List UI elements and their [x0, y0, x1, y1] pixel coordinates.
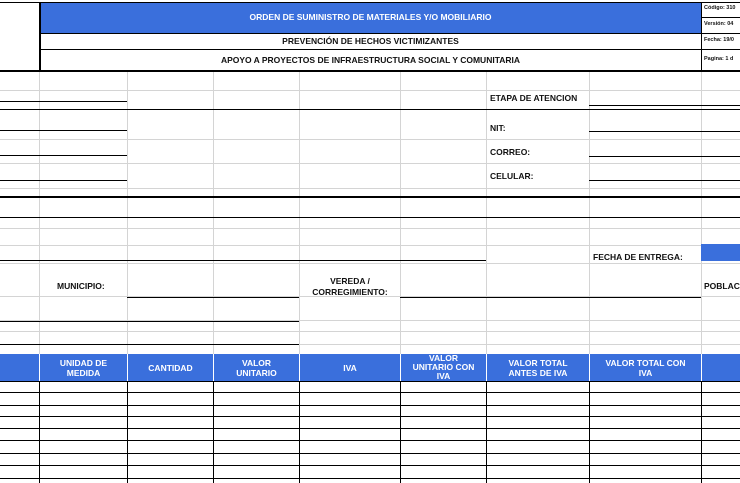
etapa-label: ETAPA DE ATENCION — [490, 93, 578, 103]
col-header-unidad: UNIDAD DE MEDIDA — [59, 358, 108, 378]
table-row[interactable] — [0, 465, 740, 466]
table-row[interactable] — [0, 428, 740, 429]
col-header-valor-unitario: VALOR UNITARIO — [236, 358, 277, 378]
col-header-iva: IVA — [343, 363, 357, 373]
table-row[interactable] — [0, 440, 740, 441]
vereda-label-2: CORREGIMIENTO: — [312, 287, 388, 297]
pagina-text: Pagina: 1 d — [704, 56, 734, 62]
col-header-valor-unitario-iva: VALOR UNITARIO CON IVA — [412, 354, 475, 381]
fecha-text: Fecha: 19/0 — [704, 37, 734, 43]
version-text: Versión: 04 — [704, 21, 734, 27]
codigo-text: Código: 310 — [704, 5, 736, 11]
nit-label: NIT: — [490, 123, 506, 133]
col-header-total-con-iva: VALOR TOTAL CON IVA — [605, 358, 686, 378]
fecha-entrega-field[interactable] — [701, 244, 740, 261]
document-subtitle-1: PREVENCIÓN DE HECHOS VICTIMIZANTES — [282, 36, 459, 46]
municipio-label: MUNICIPIO: — [57, 281, 105, 291]
poblacion-label: POBLAC — [704, 281, 740, 291]
table-row[interactable] — [0, 478, 740, 479]
table-row[interactable] — [0, 405, 740, 406]
col-header-total-antes-iva: VALOR TOTAL ANTES DE IVA — [508, 358, 568, 378]
celular-label: CELULAR: — [490, 171, 534, 181]
table-row[interactable] — [0, 392, 740, 393]
table-row[interactable] — [0, 416, 740, 417]
correo-label: CORREO: — [490, 147, 531, 157]
vereda-label-1: VEREDA / — [330, 276, 370, 286]
document-title: ORDEN DE SUMINISTRO DE MATERIALES Y/O MOBILIARIO — [249, 12, 492, 22]
col-header-cantidad: CANTIDAD — [148, 363, 193, 373]
fecha-entrega-label: FECHA DE ENTREGA: — [593, 252, 683, 262]
table-row[interactable] — [0, 453, 740, 454]
document-subtitle-2: APOYO A PROYECTOS DE INFRAESTRUCTURA SOCIAL Y COMUNITARIA — [220, 55, 521, 65]
